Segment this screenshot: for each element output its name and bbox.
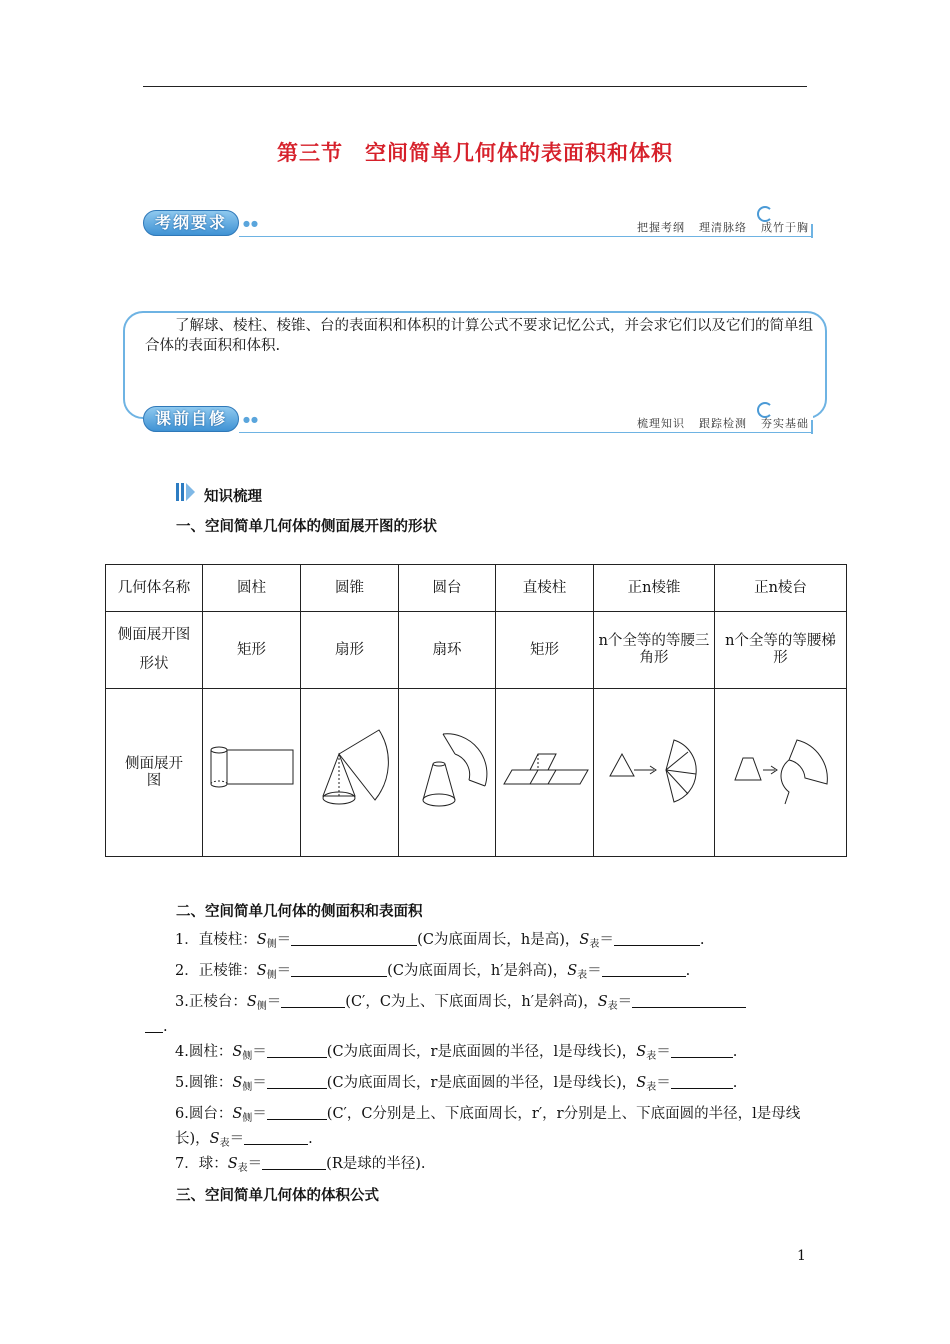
formula-5: 5.圆锥：$S_侧= (C$为底面周长，r是底面圆的半径，l是母线长)，$S_表=$ . [175, 1075, 738, 1093]
answer-blank[interactable] [632, 993, 746, 1008]
table-row [106, 689, 847, 857]
part2-heading: 二、空间简单几何体的侧面积和表面积 [176, 904, 423, 920]
frustum-pyramid-unfold-figure [731, 730, 831, 810]
formula-num: 5. [175, 1075, 189, 1091]
banner-label: 考纲要求 [143, 210, 239, 236]
formula-note: (C为底面周长，r是底面圆的半径，l是母线长)， [326, 1044, 637, 1060]
table-cell: 扇环 [399, 612, 496, 689]
answer-blank[interactable] [281, 993, 345, 1008]
table-cell: 圆柱 [203, 565, 301, 612]
cone-unfold-figure [305, 720, 395, 820]
formula-num: 6. [175, 1106, 189, 1122]
banner-endcap [811, 224, 813, 238]
table-cell: 圆台 [399, 565, 496, 612]
table-cell [594, 689, 715, 857]
formula-2: 2．正棱锥：$S_侧= (C$为底面周长，h′是斜高)，$S_表=$ . [175, 963, 691, 981]
prism-unfold-figure [500, 740, 590, 800]
answer-blank[interactable] [291, 962, 387, 977]
slogan-2: 理清脉络 [699, 221, 747, 234]
formula-6: 6.圆台：$S_侧= (C'$，C分别是上、下底面周长，r′，r分别是上、下底面圆的半径，l是母线长)，$S_表=$ . [175, 1106, 801, 1149]
answer-blank[interactable] [614, 931, 700, 946]
table-cell [399, 689, 496, 857]
answer-blank[interactable] [291, 931, 417, 946]
table-cell [301, 689, 399, 857]
banner-slogans [623, 219, 809, 235]
answer-blank[interactable] [671, 1074, 733, 1089]
table-cell: 矩形 [496, 612, 594, 689]
table-cell: n个全等的等腰三角形 [594, 612, 715, 689]
preview-banner [143, 402, 813, 434]
table-cell: 扇形 [301, 612, 399, 689]
formula-num: 2． [175, 963, 199, 979]
banner-label: 课前自修 [143, 406, 239, 432]
dots-icon: ●● [243, 219, 259, 228]
table-cell: 圆锥 [301, 565, 399, 612]
answer-blank[interactable] [262, 1155, 326, 1170]
slogan-3: 成竹于胸 [761, 221, 809, 234]
slogan-3: 夯实基础 [761, 417, 809, 430]
requirement-text: 了解球、棱柱、棱锥、台的表面积和体积的计算公式不要求记忆公式，并会求它们以及它们的简单组合体的表面积和体积. [145, 318, 813, 354]
answer-blank[interactable] [267, 1074, 327, 1089]
pyramid-unfold-figure [604, 730, 704, 810]
label-line: 侧面展开图 [117, 627, 191, 643]
formula-note: (C为底面周长，r是底面圆的半径，l是母线长)， [326, 1075, 637, 1091]
table-cell: 几何体名称 [106, 565, 203, 612]
formula-name: 球： [198, 1156, 228, 1172]
answer-blank[interactable] [671, 1043, 733, 1058]
formula-name: 正棱台： [188, 994, 247, 1010]
section-heading: 知识梳理 [204, 489, 262, 505]
answer-blank[interactable] [267, 1043, 327, 1058]
formula-num: 3. [175, 994, 189, 1010]
formula-name: 圆锥： [188, 1075, 233, 1091]
table-cell: 侧面展开图 [106, 689, 203, 857]
banner-slogans [623, 415, 809, 431]
cylinder-unfold-figure [207, 740, 297, 800]
table-cell [106, 612, 203, 689]
formula-name: 直棱柱： [198, 932, 257, 948]
frustum-unfold-figure [403, 720, 493, 820]
formula-4: 4.圆柱：$S_侧= (C$为底面周长，r是底面圆的半径，l是母线长)，$S_表=$ . [175, 1044, 738, 1062]
banner-line [239, 432, 813, 433]
formula-note: (R是球的半径). [326, 1156, 426, 1172]
table-row [106, 565, 847, 612]
answer-blank[interactable] [145, 1018, 163, 1033]
part1-heading: 一、空间简单几何体的侧面展开图的形状 [176, 519, 437, 535]
dots-icon: ●● [243, 415, 259, 424]
label-line: 形状 [139, 656, 169, 672]
table-row [106, 612, 847, 689]
table-cell [715, 689, 847, 857]
table-cell [496, 689, 594, 857]
table-cell: 正n棱锥 [594, 565, 715, 612]
page-title: 第三节 空间简单几何体的表面积和体积 [277, 141, 673, 165]
table-cell: n个全等的等腰梯形 [715, 612, 847, 689]
answer-blank[interactable] [244, 1130, 308, 1145]
slogan-1: 梳理知识 [637, 417, 685, 430]
formula-num: 1． [175, 932, 199, 948]
formula-1: 1．直棱柱：$S_侧= (C$为底面周长，h是高)，$S_表=$ . [175, 932, 705, 950]
answer-blank[interactable] [267, 1105, 327, 1120]
formula-num: 4. [175, 1044, 189, 1060]
formula-name: 圆柱： [188, 1044, 233, 1060]
top-rule [143, 86, 807, 87]
formula-note: (C′，C分别是上、下底面周长，r′，r分别是上、下底面圆的半径，l是母线长)， [175, 1106, 801, 1147]
unfold-table [105, 564, 847, 857]
banner-line [239, 236, 813, 237]
slogan-2: 跟踪检测 [699, 417, 747, 430]
formula-name: 圆台： [188, 1106, 233, 1122]
table-cell: 矩形 [203, 612, 301, 689]
formula-num: 7． [175, 1156, 199, 1172]
bars-arrow-icon [176, 483, 195, 502]
formula-note: (C为底面周长，h是高)， [417, 932, 580, 948]
banner-endcap [811, 420, 813, 434]
formula-7: 7．球：$S_表= (R$是球的半径). [175, 1156, 426, 1174]
table-cell: 正n棱台 [715, 565, 847, 612]
table-cell: 直棱柱 [496, 565, 594, 612]
formula-note: (C′，C为上、下底面周长，h′是斜高)， [345, 994, 598, 1010]
table-cell [203, 689, 301, 857]
answer-blank[interactable] [602, 962, 686, 977]
syllabus-banner [143, 206, 813, 238]
part3-heading: 三、空间简单几何体的体积公式 [176, 1188, 379, 1204]
slogan-1: 把握考纲 [637, 221, 685, 234]
formula-3: 3.正棱台：$S_侧= (C'$，C为上、下底面周长，h′是斜高)，$S_表=$ . [145, 992, 815, 1037]
formula-note: (C为底面周长，h′是斜高)， [387, 963, 568, 979]
page-number: 1 [797, 1248, 806, 1264]
formula-name: 正棱锥： [198, 963, 257, 979]
